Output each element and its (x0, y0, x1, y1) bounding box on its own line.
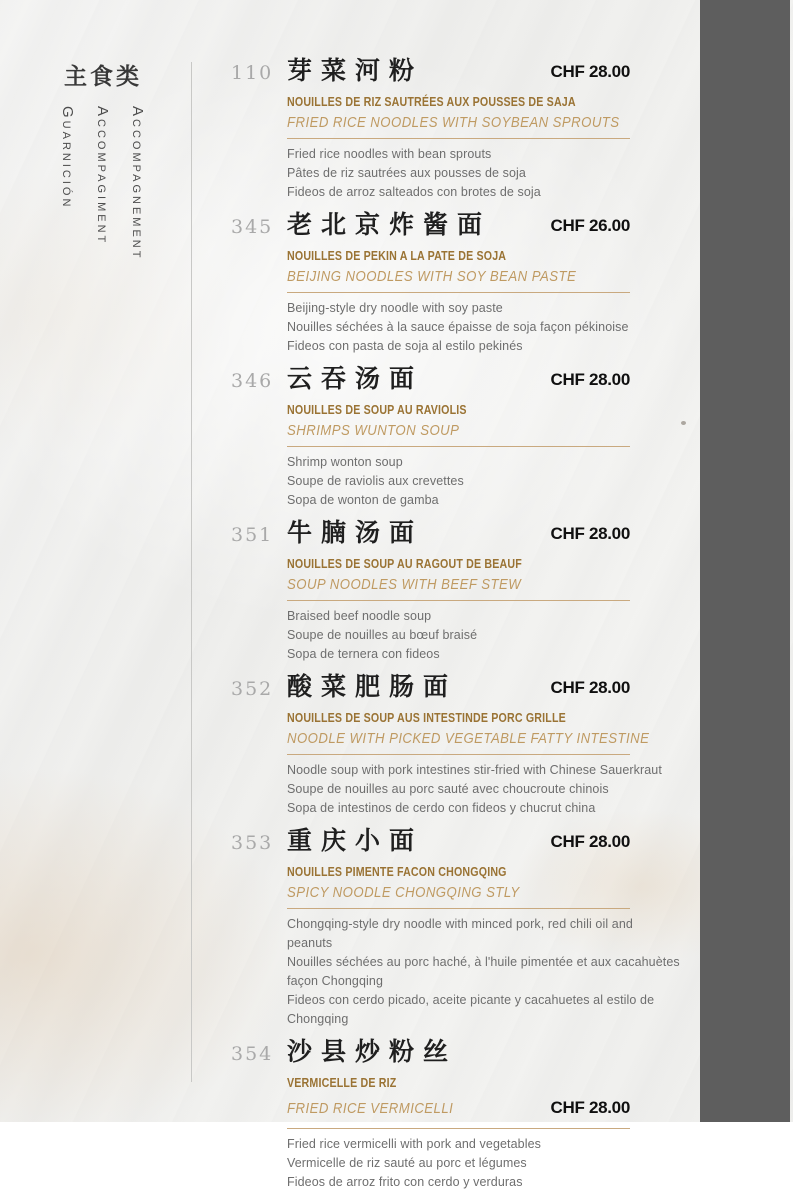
item-name-chinese: 老北京炸酱面 (287, 210, 492, 239)
item-name-french: NOUILLES DE SOUP AU RAGOUT DE BEAUF (287, 556, 522, 571)
item-number: 353 (231, 832, 274, 854)
menu-item (231, 209, 667, 356)
item-divider-line (287, 292, 630, 293)
category-title-french: Accompagnement (129, 106, 146, 261)
item-name-french: NOUILLES DE SOUP AUS INTESTINDE PORC GRILLE (287, 710, 566, 725)
item-price-title-line: CHF 28.00 (550, 832, 630, 851)
description-line: Sopa de intestinos de cerdo con fideos y chucrut china (287, 801, 596, 815)
menu-item (231, 55, 667, 202)
description-line: Nouilles séchées au porc haché, à l'huile pimentée et aux cacahuètes façon Chongqing (287, 955, 680, 988)
category-title-spanish: Guarnición (59, 106, 76, 210)
description-line: Shrimp wonton soup (287, 455, 403, 469)
menu-item (231, 517, 667, 664)
description-line: Sopa de wonton de gamba (287, 493, 439, 507)
menu-item (231, 363, 667, 510)
description-line: Fideos de arroz salteados con brotes de soja (287, 185, 541, 199)
description-line: Fried rice vermicelli with pork and vegetables (287, 1137, 542, 1151)
description-line: Noodle soup with pork intestines stir-fried with Chinese Sauerkraut (287, 763, 662, 777)
item-number: 351 (231, 524, 274, 546)
item-divider-line (287, 1128, 630, 1129)
item-name-english: BEIJING NOODLES WITH SOY BEAN PASTE (287, 268, 577, 285)
item-divider-line (287, 600, 630, 601)
item-body (287, 517, 630, 664)
item-description (287, 299, 680, 356)
item-name-english: FRIED RICE VERMICELLI (287, 1099, 454, 1117)
description-line: Soupe de nouilles au porc sauté avec choucroute chinois (287, 782, 609, 796)
item-name-chinese: 酸菜肥肠面 (287, 672, 458, 701)
item-description (287, 453, 680, 510)
description-line: Vermicelle de riz sauté au porc et légumes (287, 1156, 527, 1170)
description-line: Chongqing-style dry noodle with minced pork, red chili oil and peanuts (287, 917, 633, 950)
item-body (287, 1036, 630, 1192)
description-line: Braised beef noodle soup (287, 609, 432, 623)
item-name-english: SPICY NOODLE CHONGQING STLY (287, 884, 520, 901)
item-body (287, 363, 630, 510)
item-number: 345 (231, 216, 274, 238)
item-divider-line (287, 446, 630, 447)
item-price-title-line: CHF 26.00 (550, 216, 630, 235)
description-line: Beijing-style dry noodle with soy paste (287, 301, 503, 315)
item-price-title-line: CHF 28.00 (550, 678, 630, 697)
item-description (287, 145, 680, 202)
item-name-french: VERMICELLE DE RIZ (287, 1075, 397, 1090)
category-title-english: Accompagiment (94, 106, 111, 246)
description-line: Pâtes de riz sautrées aux pousses de soja (287, 166, 526, 180)
description-line: Fideos con pasta de soja al estilo pekinés (287, 339, 523, 353)
item-name-english: FRIED RICE NOODLES WITH SOYBEAN SPROUTS (287, 114, 620, 131)
sidebar-divider-line (191, 62, 192, 1082)
item-name-chinese: 重庆小面 (287, 826, 424, 855)
item-description (287, 1135, 680, 1192)
item-name-chinese: 沙县炒粉丝 (287, 1037, 458, 1066)
item-number: 352 (231, 678, 274, 700)
menu-item (231, 671, 667, 818)
item-body (287, 825, 680, 1029)
description-line: Soupe de raviolis aux crevettes (287, 474, 464, 488)
item-name-english: SHRIMPS WUNTON SOUP (287, 422, 460, 439)
description-line: Soupe de nouilles au bœuf braisé (287, 628, 478, 642)
description-line: Fried rice noodles with bean sprouts (287, 147, 492, 161)
menu-item (231, 825, 680, 1029)
item-name-french: NOUILLES DE RIZ SAUTRÉES AUX POUSSES DE SAJA (287, 94, 576, 109)
item-body (287, 209, 630, 356)
item-price-title-line: CHF 28.00 (550, 62, 630, 81)
page-edge-dark-band (700, 0, 790, 1122)
item-name-english: SOUP NOODLES WITH BEEF STEW (287, 576, 522, 593)
description-line: Nouilles séchées à la sauce épaisse de soja façon pékinoise (287, 320, 629, 334)
item-number: 354 (231, 1043, 274, 1065)
paper-speck (681, 421, 686, 425)
item-name-french: NOUILLES PIMENTE FACON CHONGQING (287, 864, 507, 879)
item-name-chinese: 芽菜河粉 (287, 56, 424, 85)
description-line: Fideos con cerdo picado, aceite picante y cacahuetes al estilo de Chongqing (287, 993, 655, 1026)
item-divider-line (287, 908, 630, 909)
item-price-title-line: CHF 28.00 (550, 524, 630, 543)
item-divider-line (287, 138, 630, 139)
item-name-chinese: 牛腩汤面 (287, 518, 424, 547)
description-line: Sopa de ternera con fideos (287, 647, 440, 661)
category-translations (50, 106, 155, 341)
item-body (287, 55, 630, 202)
item-divider-line (287, 754, 630, 755)
item-description (287, 607, 680, 664)
item-number: 346 (231, 370, 274, 392)
item-name-french: NOUILLES DE PEKIN A LA PATE DE SOJA (287, 248, 507, 263)
item-description (287, 761, 680, 818)
description-line: Fideos de arroz frito con cerdo y verduras (287, 1175, 523, 1189)
item-number: 110 (231, 62, 274, 84)
category-title-chinese: 主食类 (64, 63, 142, 89)
item-price-title-line: CHF 28.00 (550, 370, 630, 389)
item-price-english-line: CHF 28.00 (550, 1098, 630, 1117)
item-name-chinese: 云吞汤面 (287, 364, 424, 393)
item-name-english: NOODLE WITH PICKED VEGETABLE FATTY INTESTINE (287, 730, 650, 747)
item-description (287, 915, 680, 1029)
item-body (287, 671, 662, 818)
menu-item-list (231, 55, 680, 1199)
item-name-french: NOUILLES DE SOUP AU RAVIOLIS (287, 402, 467, 417)
menu-item (231, 1036, 667, 1192)
